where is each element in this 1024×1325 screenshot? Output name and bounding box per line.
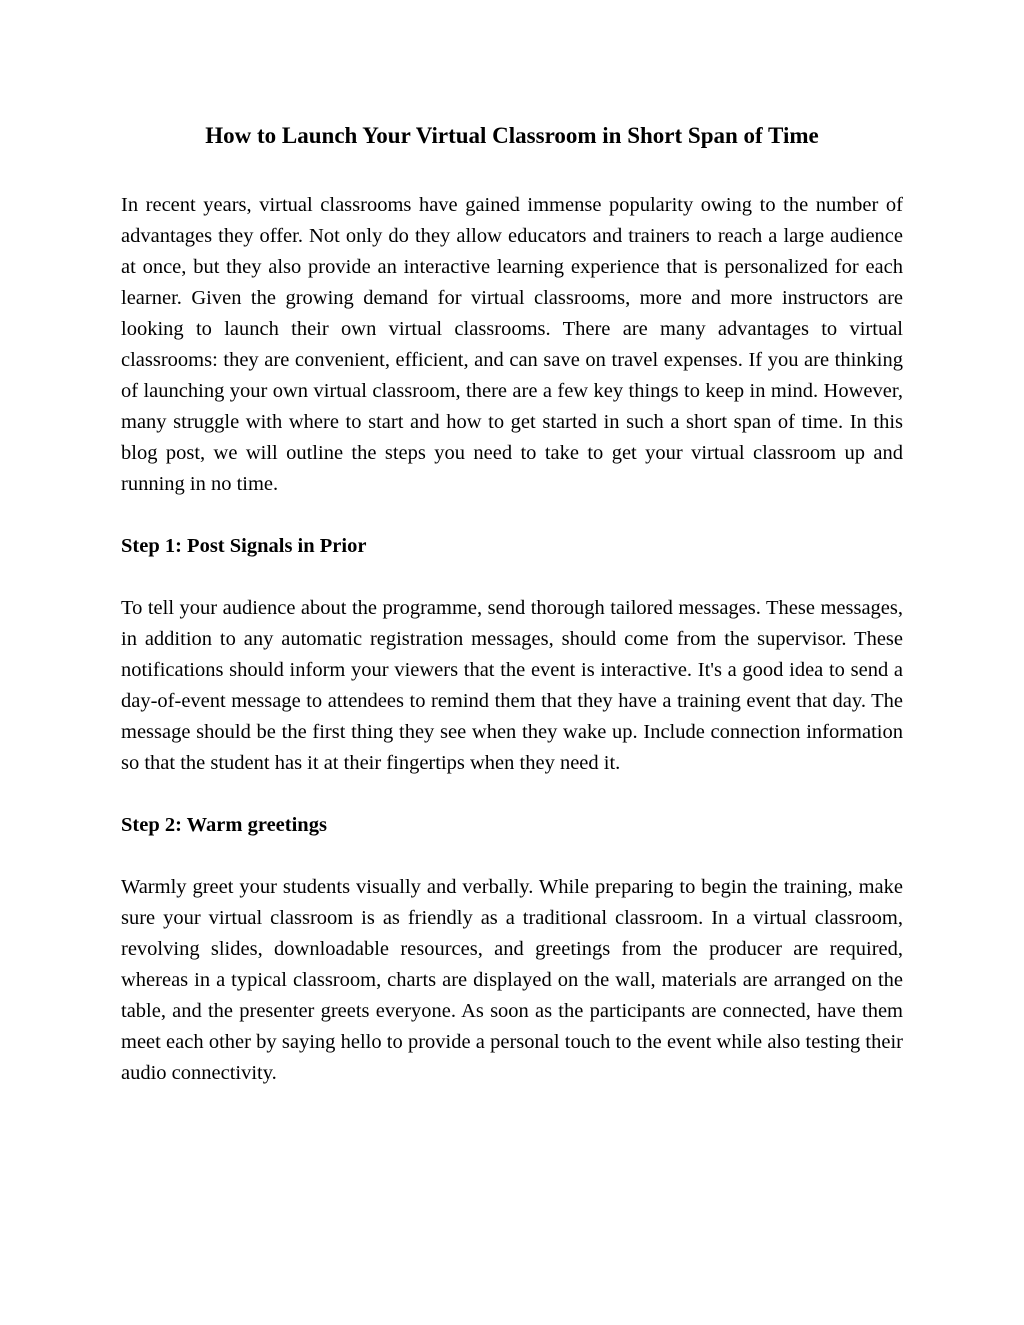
section-body-step-2: Warmly greet your students visually and verbally. While preparing to begin the training, make sure your virtual classroom is as friendly as a traditional classroom. In a virtual classroom, revolving slides, downloadable resources, and greetings from the producer are required, whereas in a typical classroom, charts are displayed on the wall, materials are arranged on the table, and the presenter greets everyone. As soon as the participants are connected, have them meet each other by saying hello to provide a personal touch to the event while also testing their audio connectivity. xyxy=(121,876,903,1084)
intro-paragraph: In recent years, virtual classrooms have gained immense popularity owing to the number of advantages they offer. Not only do they allow educators and trainers to reach a large audience at once, but they also provide an interactive learning experience that is personalized for each learner. Given the growing demand for virtual classrooms, more and more instructors are looking to launch their own virtual classrooms. There are many advantages to virtual classrooms: they are convenient, efficient, and can save on travel expenses. If you are thinking of launching your own virtual classroom, there are a few key things to keep in mind. However, many struggle with where to start and how to get started in such a short span of time. In this blog post, we will outline the steps you need to take to get your virtual classroom up and running in no time. xyxy=(121,194,903,495)
spacer xyxy=(121,841,903,872)
document-page xyxy=(121,118,903,1089)
spacer xyxy=(121,154,903,190)
page-title: How to Launch Your Virtual Classroom in Short Span of Time xyxy=(205,123,819,148)
spacer xyxy=(121,562,903,593)
section-heading-step-1: Step 1: Post Signals in Prior xyxy=(121,535,367,557)
section-body-step-1: To tell your audience about the programme, send thorough tailored messages. These messages, in addition to any automatic registration messages, should come from the supervisor. These notifications should inform your viewers that the event is interactive. It's a good idea to send a day-of-event message to attendees to remind them that they have a training event that day. The message should be the first thing they see when they wake up. Include connection information so that the student has it at their fingertips when they need it. xyxy=(121,597,903,774)
spacer xyxy=(121,779,903,810)
section-heading-step-2: Step 2: Warm greetings xyxy=(121,814,327,836)
spacer xyxy=(121,500,903,531)
